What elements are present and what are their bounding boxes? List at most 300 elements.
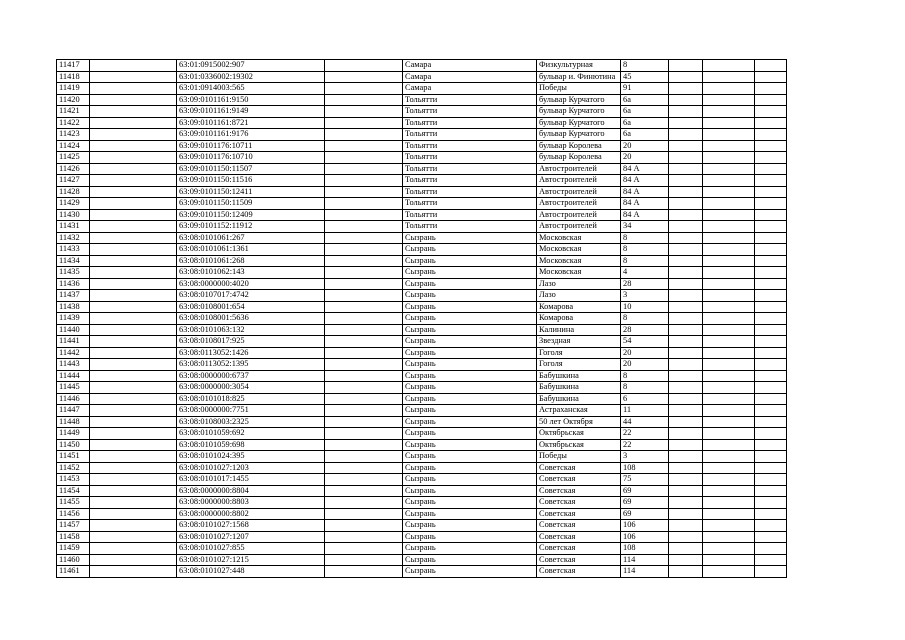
empty-cell xyxy=(703,129,755,141)
empty-cell xyxy=(755,198,787,210)
street-cell: Советская xyxy=(537,462,621,474)
city-cell: Тольятти xyxy=(403,209,537,221)
table-row xyxy=(57,336,787,348)
empty-cell xyxy=(755,439,787,451)
empty-cell xyxy=(755,94,787,106)
empty-cell xyxy=(755,255,787,267)
empty-cell xyxy=(703,244,755,256)
table-row xyxy=(57,267,787,279)
empty-cell xyxy=(669,531,703,543)
row-number-cell: 11419 xyxy=(57,83,90,95)
cadastral-number-cell: 63:08:0000000:8804 xyxy=(177,485,325,497)
empty-cell xyxy=(703,462,755,474)
empty-cell xyxy=(90,198,177,210)
empty-cell xyxy=(325,221,403,233)
house-number-cell: 20 xyxy=(621,152,669,164)
table-row xyxy=(57,140,787,152)
row-number-cell: 11454 xyxy=(57,485,90,497)
city-cell: Сызрань xyxy=(403,301,537,313)
empty-cell xyxy=(90,117,177,129)
empty-cell xyxy=(703,416,755,428)
city-cell: Сызрань xyxy=(403,554,537,566)
empty-cell xyxy=(755,474,787,486)
empty-cell xyxy=(669,428,703,440)
empty-cell xyxy=(703,140,755,152)
empty-cell xyxy=(703,290,755,302)
city-cell: Тольятти xyxy=(403,106,537,118)
table-row xyxy=(57,71,787,83)
empty-cell xyxy=(325,83,403,95)
empty-cell xyxy=(755,163,787,175)
row-number-cell: 11437 xyxy=(57,290,90,302)
house-number-cell: 22 xyxy=(621,428,669,440)
empty-cell xyxy=(755,508,787,520)
house-number-cell: 45 xyxy=(621,71,669,83)
house-number-cell: 106 xyxy=(621,531,669,543)
empty-cell xyxy=(703,347,755,359)
house-number-cell: 3 xyxy=(621,451,669,463)
empty-cell xyxy=(755,267,787,279)
city-cell: Сызрань xyxy=(403,416,537,428)
empty-cell xyxy=(90,566,177,578)
row-number-cell: 11441 xyxy=(57,336,90,348)
table-row xyxy=(57,566,787,578)
empty-cell xyxy=(325,186,403,198)
city-cell: Сызрань xyxy=(403,405,537,417)
empty-cell xyxy=(669,278,703,290)
house-number-cell: 91 xyxy=(621,83,669,95)
city-cell: Тольятти xyxy=(403,175,537,187)
empty-cell xyxy=(90,278,177,290)
table-row xyxy=(57,106,787,118)
cadastral-number-cell: 63:09:0101150:11516 xyxy=(177,175,325,187)
cadastral-number-cell: 63:08:0101027:1568 xyxy=(177,520,325,532)
empty-cell xyxy=(755,129,787,141)
city-cell: Самара xyxy=(403,83,537,95)
street-cell: Советская xyxy=(537,520,621,532)
street-cell: Московская xyxy=(537,232,621,244)
city-cell: Тольятти xyxy=(403,198,537,210)
empty-cell xyxy=(325,278,403,290)
empty-cell xyxy=(325,370,403,382)
empty-cell xyxy=(755,209,787,221)
empty-cell xyxy=(669,198,703,210)
empty-cell xyxy=(90,462,177,474)
row-number-cell: 11446 xyxy=(57,393,90,405)
table-row xyxy=(57,290,787,302)
empty-cell xyxy=(325,485,403,497)
empty-cell xyxy=(669,416,703,428)
city-cell: Тольятти xyxy=(403,152,537,164)
row-number-cell: 11451 xyxy=(57,451,90,463)
empty-cell xyxy=(90,382,177,394)
empty-cell xyxy=(325,140,403,152)
street-cell: Советская xyxy=(537,508,621,520)
city-cell: Тольятти xyxy=(403,186,537,198)
city-cell: Сызрань xyxy=(403,497,537,509)
empty-cell xyxy=(90,129,177,141)
empty-cell xyxy=(703,485,755,497)
cadastral-number-cell: 63:08:0101061:267 xyxy=(177,232,325,244)
table-row xyxy=(57,94,787,106)
empty-cell xyxy=(755,244,787,256)
empty-cell xyxy=(669,497,703,509)
table-row xyxy=(57,370,787,382)
street-cell: Лазо xyxy=(537,278,621,290)
empty-cell xyxy=(703,94,755,106)
street-cell: Гоголя xyxy=(537,347,621,359)
cadastral-number-cell: 63:08:0101017:1455 xyxy=(177,474,325,486)
empty-cell xyxy=(325,416,403,428)
empty-cell xyxy=(703,209,755,221)
row-number-cell: 11430 xyxy=(57,209,90,221)
empty-cell xyxy=(755,359,787,371)
street-cell: Автостроителей xyxy=(537,175,621,187)
table-row xyxy=(57,232,787,244)
empty-cell xyxy=(703,221,755,233)
house-number-cell: 84 А xyxy=(621,163,669,175)
cadastral-number-cell: 63:08:0107017:4742 xyxy=(177,290,325,302)
row-number-cell: 11440 xyxy=(57,324,90,336)
city-cell: Сызрань xyxy=(403,347,537,359)
cadastral-number-cell: 63:08:0000000:3054 xyxy=(177,382,325,394)
street-cell: Советская xyxy=(537,543,621,555)
cadastral-number-cell: 63:01:0914003:565 xyxy=(177,83,325,95)
empty-cell xyxy=(90,554,177,566)
table-row xyxy=(57,543,787,555)
empty-cell xyxy=(669,140,703,152)
table-row xyxy=(57,175,787,187)
table-row xyxy=(57,462,787,474)
city-cell: Тольятти xyxy=(403,140,537,152)
city-cell: Сызрань xyxy=(403,485,537,497)
row-number-cell: 11455 xyxy=(57,497,90,509)
empty-cell xyxy=(669,451,703,463)
street-cell: бульвар Курчатого xyxy=(537,117,621,129)
house-number-cell: 28 xyxy=(621,278,669,290)
empty-cell xyxy=(90,106,177,118)
empty-cell xyxy=(755,278,787,290)
street-cell: бульвар Курчатого xyxy=(537,94,621,106)
empty-cell xyxy=(325,71,403,83)
street-cell: бульвар Курчатого xyxy=(537,129,621,141)
empty-cell xyxy=(755,428,787,440)
cadastral-number-cell: 63:09:0101150:11507 xyxy=(177,163,325,175)
empty-cell xyxy=(755,520,787,532)
house-number-cell: 106 xyxy=(621,520,669,532)
table-row xyxy=(57,117,787,129)
empty-cell xyxy=(703,324,755,336)
city-cell: Сызрань xyxy=(403,531,537,543)
row-number-cell: 11436 xyxy=(57,278,90,290)
empty-cell xyxy=(325,106,403,118)
house-number-cell: 8 xyxy=(621,313,669,325)
row-number-cell: 11453 xyxy=(57,474,90,486)
cadastral-number-cell: 63:08:0113052:1426 xyxy=(177,347,325,359)
empty-cell xyxy=(755,175,787,187)
house-number-cell: 75 xyxy=(621,474,669,486)
row-number-cell: 11452 xyxy=(57,462,90,474)
house-number-cell: 8 xyxy=(621,370,669,382)
table-row xyxy=(57,60,787,72)
city-cell: Сызрань xyxy=(403,462,537,474)
row-number-cell: 11429 xyxy=(57,198,90,210)
cadastral-number-cell: 63:08:0108017:925 xyxy=(177,336,325,348)
street-cell: Советская xyxy=(537,554,621,566)
cadastral-number-cell: 63:09:0101176:10710 xyxy=(177,152,325,164)
row-number-cell: 11433 xyxy=(57,244,90,256)
empty-cell xyxy=(669,508,703,520)
table-row xyxy=(57,278,787,290)
row-number-cell: 11421 xyxy=(57,106,90,118)
street-cell: бульвар и. Финютина xyxy=(537,71,621,83)
empty-cell xyxy=(669,324,703,336)
cadastral-number-cell: 63:08:0101062:143 xyxy=(177,267,325,279)
row-number-cell: 11427 xyxy=(57,175,90,187)
city-cell: Сызрань xyxy=(403,336,537,348)
empty-cell xyxy=(90,71,177,83)
city-cell: Сызрань xyxy=(403,428,537,440)
street-cell: Советская xyxy=(537,474,621,486)
city-cell: Тольятти xyxy=(403,94,537,106)
empty-cell xyxy=(90,221,177,233)
table-row xyxy=(57,313,787,325)
empty-cell xyxy=(703,301,755,313)
street-cell: Бабушкина xyxy=(537,393,621,405)
empty-cell xyxy=(669,129,703,141)
empty-cell xyxy=(325,117,403,129)
city-cell: Сызрань xyxy=(403,255,537,267)
house-number-cell: 20 xyxy=(621,359,669,371)
empty-cell xyxy=(325,163,403,175)
empty-cell xyxy=(90,175,177,187)
house-number-cell: 44 xyxy=(621,416,669,428)
empty-cell xyxy=(90,83,177,95)
cadastral-number-cell: 63:08:0000000:7751 xyxy=(177,405,325,417)
house-number-cell: 84 А xyxy=(621,175,669,187)
house-number-cell: 28 xyxy=(621,324,669,336)
empty-cell xyxy=(90,359,177,371)
empty-cell xyxy=(325,462,403,474)
house-number-cell: 6а xyxy=(621,117,669,129)
table-row xyxy=(57,255,787,267)
city-cell: Самара xyxy=(403,60,537,72)
city-cell: Сызрань xyxy=(403,370,537,382)
empty-cell xyxy=(755,347,787,359)
city-cell: Сызрань xyxy=(403,278,537,290)
house-number-cell: 22 xyxy=(621,439,669,451)
cadastral-number-cell: 63:08:0108003:2325 xyxy=(177,416,325,428)
cadastral-number-cell: 63:08:0000000:6737 xyxy=(177,370,325,382)
empty-cell xyxy=(703,186,755,198)
empty-cell xyxy=(90,405,177,417)
empty-cell xyxy=(90,451,177,463)
empty-cell xyxy=(703,255,755,267)
cadastral-number-cell: 63:09:0101150:11509 xyxy=(177,198,325,210)
cadastral-number-cell: 63:09:0101161:9149 xyxy=(177,106,325,118)
empty-cell xyxy=(325,301,403,313)
empty-cell xyxy=(90,520,177,532)
street-cell: бульвар Курчатого xyxy=(537,106,621,118)
empty-cell xyxy=(669,163,703,175)
empty-cell xyxy=(669,554,703,566)
empty-cell xyxy=(669,313,703,325)
house-number-cell: 69 xyxy=(621,485,669,497)
empty-cell xyxy=(755,451,787,463)
row-number-cell: 11439 xyxy=(57,313,90,325)
empty-cell xyxy=(703,393,755,405)
city-cell: Самара xyxy=(403,71,537,83)
empty-cell xyxy=(669,83,703,95)
empty-cell xyxy=(90,255,177,267)
empty-cell xyxy=(703,370,755,382)
empty-cell xyxy=(669,106,703,118)
table-row xyxy=(57,416,787,428)
table-row xyxy=(57,428,787,440)
empty-cell xyxy=(755,290,787,302)
street-cell: Физкультурная xyxy=(537,60,621,72)
house-number-cell: 8 xyxy=(621,255,669,267)
street-cell: Астраханская xyxy=(537,405,621,417)
row-number-cell: 11442 xyxy=(57,347,90,359)
house-number-cell: 84 А xyxy=(621,209,669,221)
empty-cell xyxy=(90,336,177,348)
table-row xyxy=(57,152,787,164)
empty-cell xyxy=(669,255,703,267)
house-number-cell: 10 xyxy=(621,301,669,313)
street-cell: Автостроителей xyxy=(537,186,621,198)
row-number-cell: 11438 xyxy=(57,301,90,313)
street-cell: Лазо xyxy=(537,290,621,302)
street-cell: бульвар Королева xyxy=(537,140,621,152)
row-number-cell: 11423 xyxy=(57,129,90,141)
table-row xyxy=(57,301,787,313)
street-cell: Октябрьская xyxy=(537,439,621,451)
row-number-cell: 11459 xyxy=(57,543,90,555)
city-cell: Сызрань xyxy=(403,566,537,578)
cadastral-number-cell: 63:09:0101152:11912 xyxy=(177,221,325,233)
row-number-cell: 11422 xyxy=(57,117,90,129)
empty-cell xyxy=(90,543,177,555)
empty-cell xyxy=(669,347,703,359)
row-number-cell: 11460 xyxy=(57,554,90,566)
empty-cell xyxy=(669,71,703,83)
empty-cell xyxy=(703,543,755,555)
row-number-cell: 11449 xyxy=(57,428,90,440)
city-cell: Сызрань xyxy=(403,324,537,336)
empty-cell xyxy=(755,186,787,198)
empty-cell xyxy=(755,370,787,382)
empty-cell xyxy=(90,313,177,325)
street-cell: Автостроителей xyxy=(537,163,621,175)
empty-cell xyxy=(325,94,403,106)
empty-cell xyxy=(90,474,177,486)
city-cell: Тольятти xyxy=(403,163,537,175)
cadastral-number-cell: 63:08:0000000:4020 xyxy=(177,278,325,290)
empty-cell xyxy=(703,336,755,348)
cadastral-number-cell: 63:09:0101161:9150 xyxy=(177,94,325,106)
empty-cell xyxy=(703,163,755,175)
empty-cell xyxy=(90,186,177,198)
empty-cell xyxy=(90,428,177,440)
empty-cell xyxy=(669,94,703,106)
street-cell: Советская xyxy=(537,497,621,509)
cadastral-number-cell: 63:08:0101061:268 xyxy=(177,255,325,267)
empty-cell xyxy=(325,439,403,451)
cadastral-number-cell: 63:08:0000000:8803 xyxy=(177,497,325,509)
empty-cell xyxy=(325,520,403,532)
empty-cell xyxy=(755,566,787,578)
empty-cell xyxy=(703,60,755,72)
empty-cell xyxy=(669,336,703,348)
empty-cell xyxy=(755,462,787,474)
empty-cell xyxy=(703,520,755,532)
empty-cell xyxy=(669,462,703,474)
empty-cell xyxy=(755,416,787,428)
row-number-cell: 11424 xyxy=(57,140,90,152)
empty-cell xyxy=(90,140,177,152)
empty-cell xyxy=(325,497,403,509)
cadastral-number-cell: 63:08:0108001:654 xyxy=(177,301,325,313)
cadastral-number-cell: 63:01:0915002:907 xyxy=(177,60,325,72)
empty-cell xyxy=(325,554,403,566)
table-row xyxy=(57,382,787,394)
row-number-cell: 11434 xyxy=(57,255,90,267)
table-row xyxy=(57,244,787,256)
empty-cell xyxy=(669,520,703,532)
empty-cell xyxy=(703,451,755,463)
empty-cell xyxy=(669,382,703,394)
empty-cell xyxy=(325,428,403,440)
city-cell: Сызрань xyxy=(403,290,537,302)
empty-cell xyxy=(755,313,787,325)
house-number-cell: 8 xyxy=(621,244,669,256)
house-number-cell: 6 xyxy=(621,393,669,405)
empty-cell xyxy=(90,370,177,382)
empty-cell xyxy=(703,83,755,95)
empty-cell xyxy=(703,106,755,118)
cadastral-number-cell: 63:09:0101150:12409 xyxy=(177,209,325,221)
table-row xyxy=(57,221,787,233)
empty-cell xyxy=(669,117,703,129)
street-cell: Московская xyxy=(537,267,621,279)
cadastral-number-cell: 63:08:0000000:8802 xyxy=(177,508,325,520)
empty-cell xyxy=(669,232,703,244)
empty-cell xyxy=(325,198,403,210)
house-number-cell: 3 xyxy=(621,290,669,302)
empty-cell xyxy=(703,71,755,83)
empty-cell xyxy=(90,60,177,72)
city-cell: Сызрань xyxy=(403,267,537,279)
row-number-cell: 11418 xyxy=(57,71,90,83)
street-cell: Московская xyxy=(537,244,621,256)
street-cell: Победы xyxy=(537,83,621,95)
empty-cell xyxy=(669,152,703,164)
empty-cell xyxy=(90,152,177,164)
table-row xyxy=(57,439,787,451)
house-number-cell: 20 xyxy=(621,347,669,359)
table-row xyxy=(57,508,787,520)
row-number-cell: 11426 xyxy=(57,163,90,175)
row-number-cell: 11461 xyxy=(57,566,90,578)
cadastral-number-cell: 63:08:0101018:825 xyxy=(177,393,325,405)
empty-cell xyxy=(703,232,755,244)
empty-cell xyxy=(90,531,177,543)
empty-cell xyxy=(325,405,403,417)
empty-cell xyxy=(755,393,787,405)
row-number-cell: 11444 xyxy=(57,370,90,382)
cadastral-number-cell: 63:09:0101161:9176 xyxy=(177,129,325,141)
